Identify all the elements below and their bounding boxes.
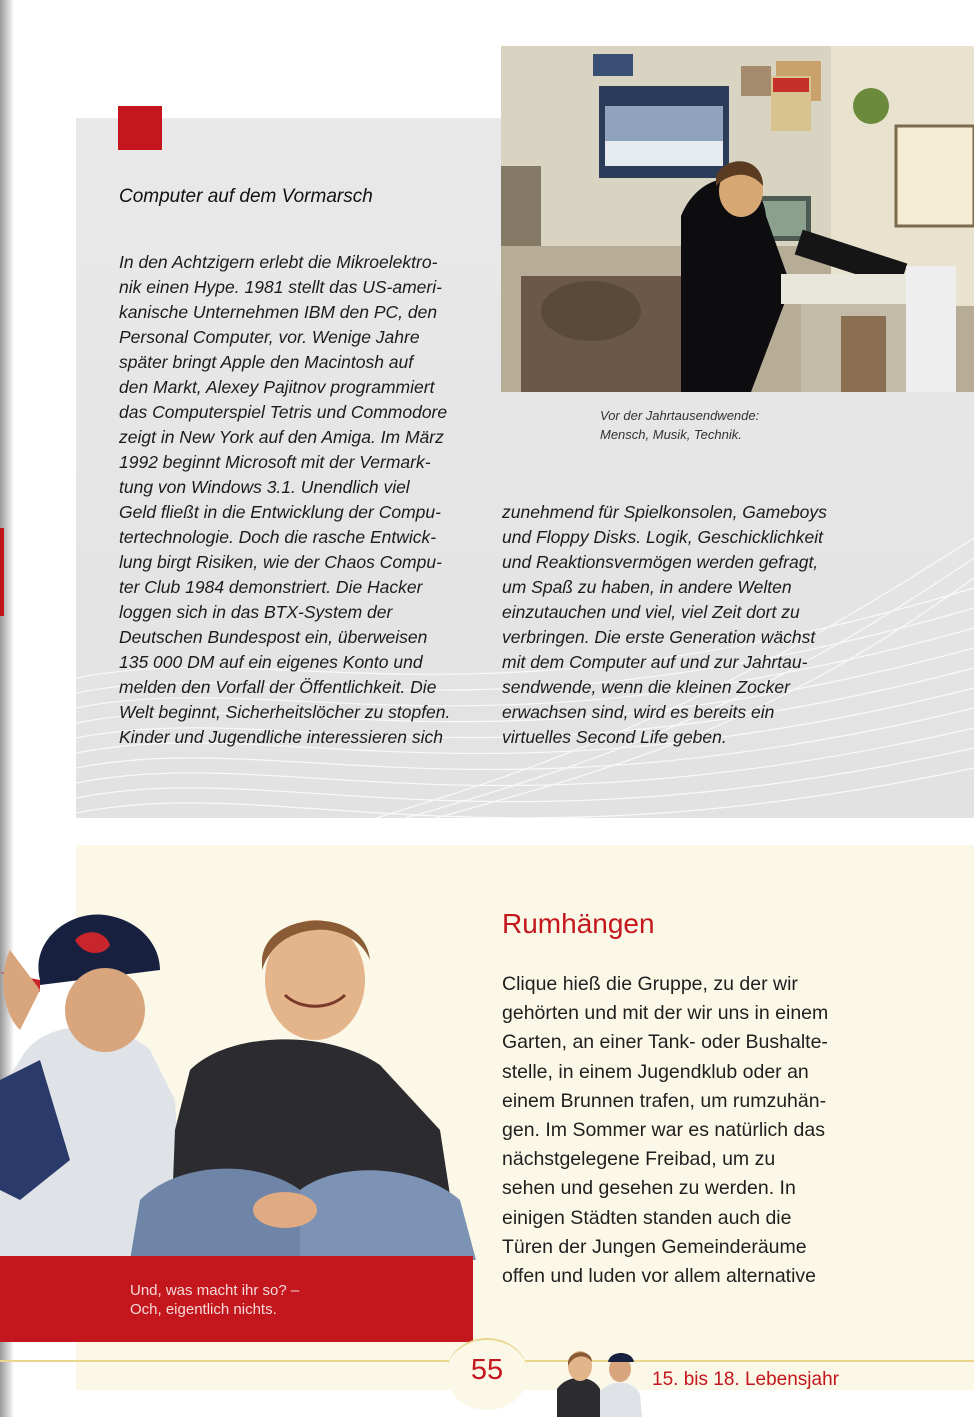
text-line: tung von Windows 3.1. Unendlich viel (119, 477, 410, 497)
text-line: mit dem Computer auf und zur Jahrtau- (502, 652, 808, 672)
text-line: ter Club 1984 demonstriert. Die Hacker (119, 577, 423, 597)
text-line: später bringt Apple den Macintosh auf (119, 352, 414, 372)
text-line: In den Achtzigern erlebt die Mikroelektro- (119, 252, 438, 272)
photo-caption (130, 1281, 299, 1319)
text-line: Garten, an einer Tank- oder Bushalte- (502, 1031, 828, 1054)
footer-thumbnail-photo (552, 1344, 644, 1417)
section-paragraph (502, 970, 828, 1291)
text-line: und Reaktionsvermögen werden gefragt, (502, 552, 819, 572)
text-line: das Computerspiel Tetris und Commodore (119, 402, 448, 422)
text-line: melden den Vorfall der Öffentlichkeit. Die (119, 677, 437, 697)
section-heading: Rumhängen (502, 908, 655, 939)
spine-red-mark (0, 528, 4, 616)
text-line: einzutauchen und viel, viel Zeit dort zu (502, 602, 800, 622)
photo-caption (600, 406, 759, 444)
text-line: einem Brunnen trafen, um rumzuhän- (502, 1089, 827, 1112)
photo-computer-room (501, 46, 974, 392)
text-line: einigen Städten standen auch die (502, 1206, 792, 1229)
red-accent-square (118, 106, 162, 150)
text-line: Deutschen Bundespost ein, überweisen (119, 627, 428, 647)
text-line: virtuelles Second Life geben. (502, 727, 727, 747)
text-line: nik einen Hype. 1981 stellt das US-ameri- (119, 277, 442, 297)
text-line: 135 000 DM auf ein eigenes Konto und (119, 652, 423, 672)
text-line: Türen der Jungen Gemeinderäume (502, 1235, 807, 1258)
text-line: gen. Im Sommer war es natürlich das (502, 1119, 825, 1142)
text-line: gehörten und mit der wir uns in einem (502, 1002, 829, 1025)
text-line: nächstgelegene Freibad, um zu (502, 1148, 776, 1171)
caption-line: Mensch, Musik, Technik. (600, 427, 742, 442)
text-line: sehen und gesehen zu werden. In (502, 1177, 796, 1200)
article-column-left (119, 250, 479, 750)
text-line: Personal Computer, vor. Wenige Jahre (119, 327, 420, 347)
text-line: verbringen. Die erste Generation wächst (502, 627, 816, 647)
text-line: um Spaß zu haben, in andere Welten (502, 577, 792, 597)
text-line: sendwende, wenn die kleinen Zocker (502, 677, 790, 697)
text-line: erwachsen sind, wird es bereits ein (502, 702, 775, 722)
text-line: Geld fließt in die Entwicklung der Compu- (119, 502, 441, 522)
page-number: 55 (470, 1354, 504, 1386)
photo-two-teens (0, 900, 476, 1260)
text-line: lung birgt Risiken, wie der Chaos Compu- (119, 552, 442, 572)
text-line: stelle, in einem Jugendklub oder an (502, 1060, 809, 1083)
text-line: zeigt in New York auf den Amiga. Im März (119, 427, 444, 447)
caption-line: Und, was macht ihr so? – (130, 1282, 300, 1299)
text-line: Welt beginnt, Sicherheitslöcher zu stopfen. (119, 702, 451, 722)
text-line: den Markt, Alexey Pajitnov programmiert (119, 377, 435, 397)
caption-line: Och, eigentlich nichts. (130, 1301, 277, 1318)
text-line: offen und luden vor allem alternative (502, 1265, 817, 1288)
text-line: tertechnologie. Doch die rasche Entwick- (119, 527, 437, 547)
text-line: 1992 beginnt Microsoft mit der Vermark- (119, 452, 431, 472)
caption-line: Vor der Jahrtausendwende: (600, 408, 760, 423)
text-line: und Floppy Disks. Logik, Geschicklichkeit (502, 527, 823, 547)
article-column-right (502, 500, 872, 750)
text-line: Kinder und Jugendliche interessieren sich (119, 727, 443, 747)
chapter-label: 15. bis 18. Lebensjahr (652, 1369, 839, 1390)
text-line: zunehmend für Spielkonsolen, Gameboys (502, 502, 827, 522)
text-line: Clique hieß die Gruppe, zu der wir (502, 973, 798, 995)
section-heading: Computer auf dem Vormarsch (119, 186, 373, 207)
text-line: loggen sich in das BTX-System der (119, 602, 393, 622)
text-line: kanische Unternehmen IBM den PC, den (119, 302, 438, 322)
